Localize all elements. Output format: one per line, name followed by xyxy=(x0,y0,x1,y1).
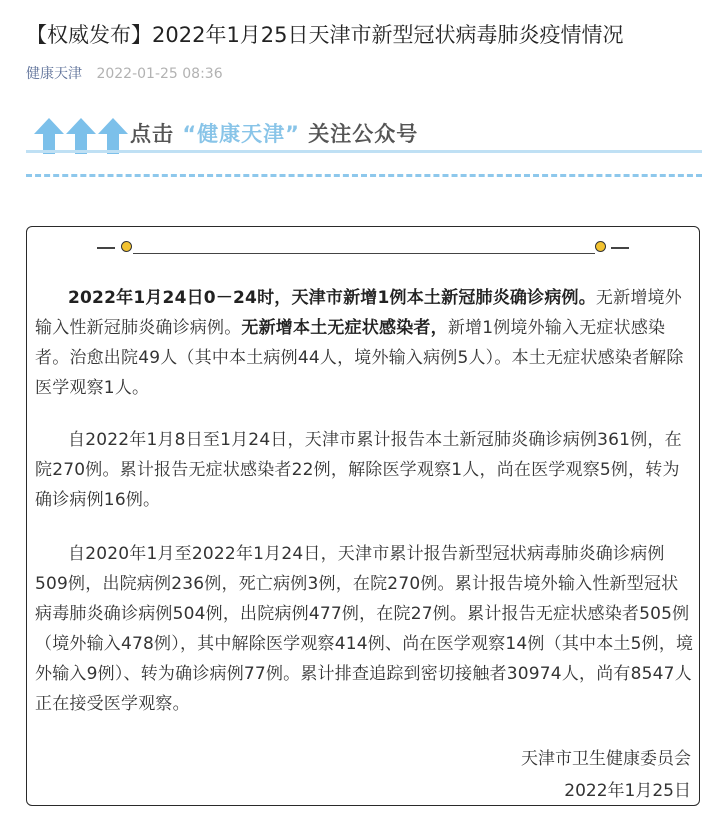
report-paragraph-cumulative-total: 自2020年1月至2022年1月24日，天津市累计报告新型冠状病毒肺炎确诊病例509例，出院病例236例，死亡病例3例，在院270例。累计报告境外输入性新型冠状病毒肺炎确诊病例504例，出院病例477例，在院27例。累计报告无症状感染者505例（境外输入478例），其中解除医学观察414例、尚在医学观察14例（其中本土5例，境外输入9例）、转为确诊病例77例。累计排查追踪到密切接触者30974人，尚有8547人正在接受医学观察。 xyxy=(35,544,694,714)
ornament-line xyxy=(133,253,595,254)
daily-text-details: 新增1例境外输入无症状感染者。治愈出院49人（其中本土病例44人，境外输入病例5人）。本土无症状感染者解除医学观察1人。 xyxy=(35,318,684,398)
signature-block xyxy=(521,743,691,807)
article-meta xyxy=(26,64,223,84)
banner-divider-dashed xyxy=(26,174,702,177)
ornament-dot-right xyxy=(595,241,606,252)
signature-date: 2022年1月25日 xyxy=(564,781,691,801)
ornament-dash-right xyxy=(611,247,629,249)
ornament-dot-left xyxy=(121,241,132,252)
banner-divider-solid xyxy=(26,150,702,153)
daily-bold-summary: 2022年1月24日0－24时，天津市新增1例本土新冠肺炎确诊病例。 xyxy=(68,288,596,308)
follow-text xyxy=(130,119,418,149)
arrow-up-icon xyxy=(34,118,64,154)
follow-prefix: 点击 xyxy=(130,122,174,146)
arrow-up-icon xyxy=(98,118,128,154)
report-card xyxy=(26,226,700,806)
ornament-dash-left xyxy=(97,247,115,249)
account-name-link[interactable]: 健康天津 xyxy=(26,66,82,82)
publish-date: 2022-01-25 08:36 xyxy=(96,66,223,82)
daily-text-imported: 无新增境外输入性新冠肺炎确诊病例。 xyxy=(35,288,682,338)
report-paragraph-cumulative-local: 自2022年1月8日至1月24日，天津市累计报告本土新冠肺炎确诊病例361例，在院270例。累计报告无症状感染者22例，解除医学观察1人，尚在医学观察5例，转为确诊病例16例。 xyxy=(35,430,682,510)
arrow-up-icon xyxy=(66,118,96,154)
follow-suffix: 关注公众号 xyxy=(308,122,419,146)
follow-account-name: “健康天津” xyxy=(182,122,300,146)
daily-bold-asymptomatic: 无新增本土无症状感染者， xyxy=(241,318,448,338)
report-paragraph-daily xyxy=(35,283,695,403)
follow-account-banner[interactable] xyxy=(26,112,702,182)
ornament-divider xyxy=(97,239,631,259)
signature-org: 天津市卫生健康委员会 xyxy=(521,749,691,769)
article-title: 【权威发布】2022年1月25日天津市新型冠状病毒肺炎疫情情况 xyxy=(26,23,624,47)
